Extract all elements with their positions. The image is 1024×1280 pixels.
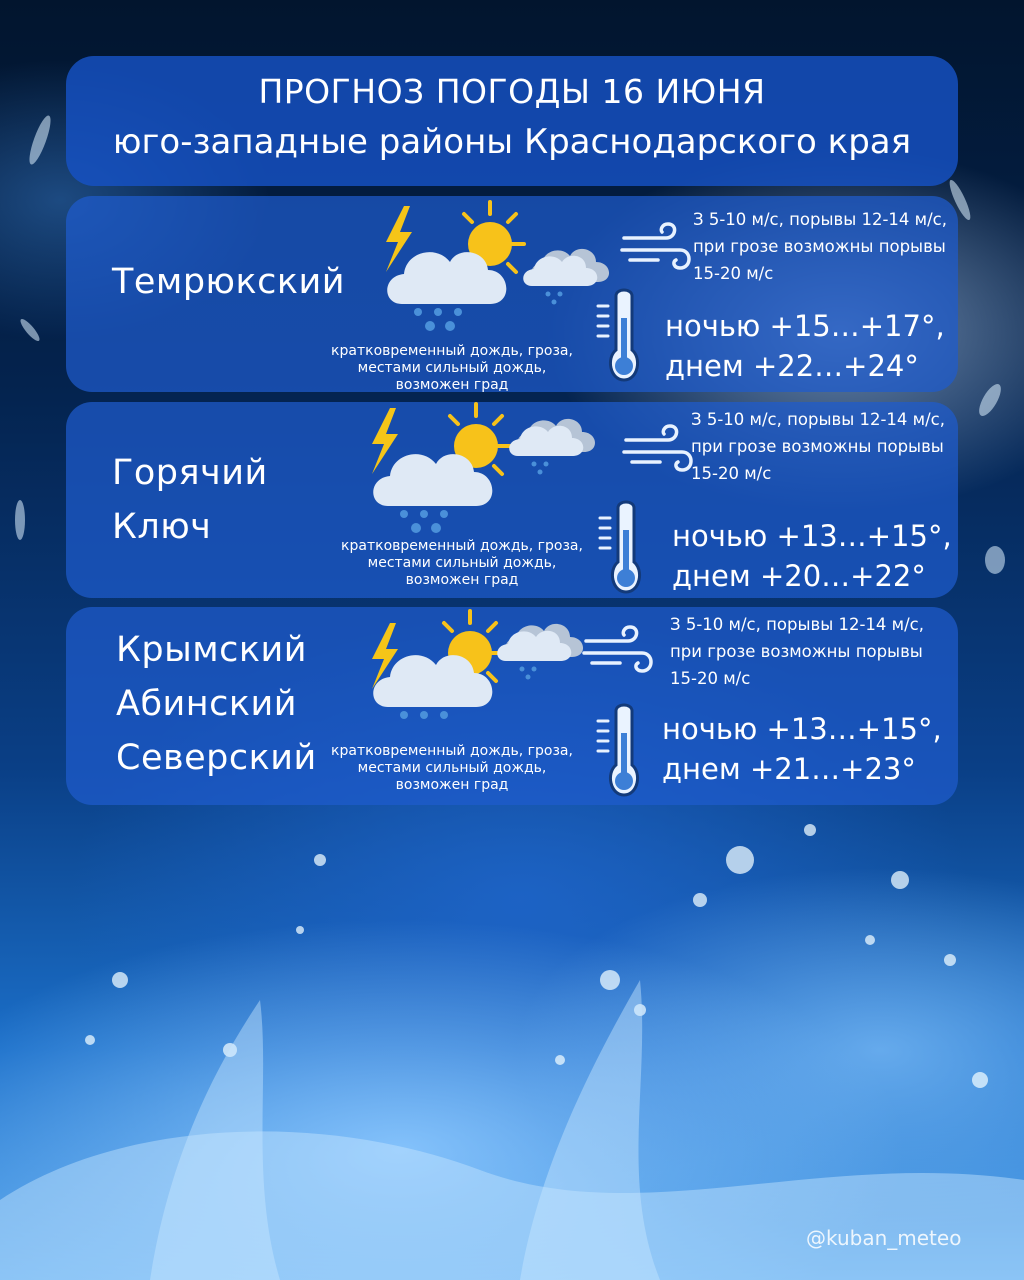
wind-forecast: З 5-10 м/с, порывы 12-14 м/с, при грозе возможны порывы 15-20 м/с [693,210,947,283]
district-name: Горячий Ключ [112,453,268,547]
precipitation-description: кратковременный дождь, гроза, местами сильный дождь, возможен град [331,743,573,793]
precipitation-description: кратковременный дождь, гроза, местами сильный дождь, возможен град [331,343,573,393]
temperature-night: ночью +13…+15°, [672,519,952,553]
thermometer-icon [598,500,644,596]
temperature-forecast [662,709,942,789]
forecast-card-goryachy-klyuch [66,402,958,598]
thunderstorm-rain-sun-icon [358,402,608,542]
district-name: Темрюкский [112,262,346,302]
thermometer-icon [596,288,642,384]
page-subtitle: юго-западные районы Краснодарского края [112,122,912,162]
district-name: Крымский Абинский Северский [116,630,317,778]
temperature-day: днем +21…+23° [662,752,916,786]
wind-forecast: З 5-10 м/с, порывы 12-14 м/с, при грозе возможны порывы 15-20 м/с [691,410,945,483]
page-title: ПРОГНОЗ ПОГОДЫ 16 ИЮНЯ [258,72,766,111]
thunderstorm-rain-sun-icon [358,607,608,747]
temperature-day: днем +20…+22° [672,559,926,593]
thermometer-icon [596,703,642,799]
header-panel [66,56,958,186]
wind-forecast: З 5-10 м/с, порывы 12-14 м/с, при грозе возможны порывы 15-20 м/с [670,615,924,688]
social-handle: @kuban_meteo [806,1226,962,1250]
thunderstorm-rain-sun-icon [372,200,622,340]
wind-icon [622,422,696,478]
wind-icon [582,623,656,679]
temperature-forecast [672,516,952,596]
temperature-day: днем +22…+24° [665,349,919,383]
temperature-night: ночью +15…+17°, [665,309,945,343]
temperature-night: ночью +13…+15°, [662,712,942,746]
wind-icon [620,220,694,276]
temperature-forecast [665,306,945,386]
forecast-card-temryuk [66,196,958,392]
precipitation-description: кратковременный дождь, гроза, местами сильный дождь, возможен град [341,538,583,588]
forecast-card-krymsky-abinsky-seversky [66,607,958,805]
